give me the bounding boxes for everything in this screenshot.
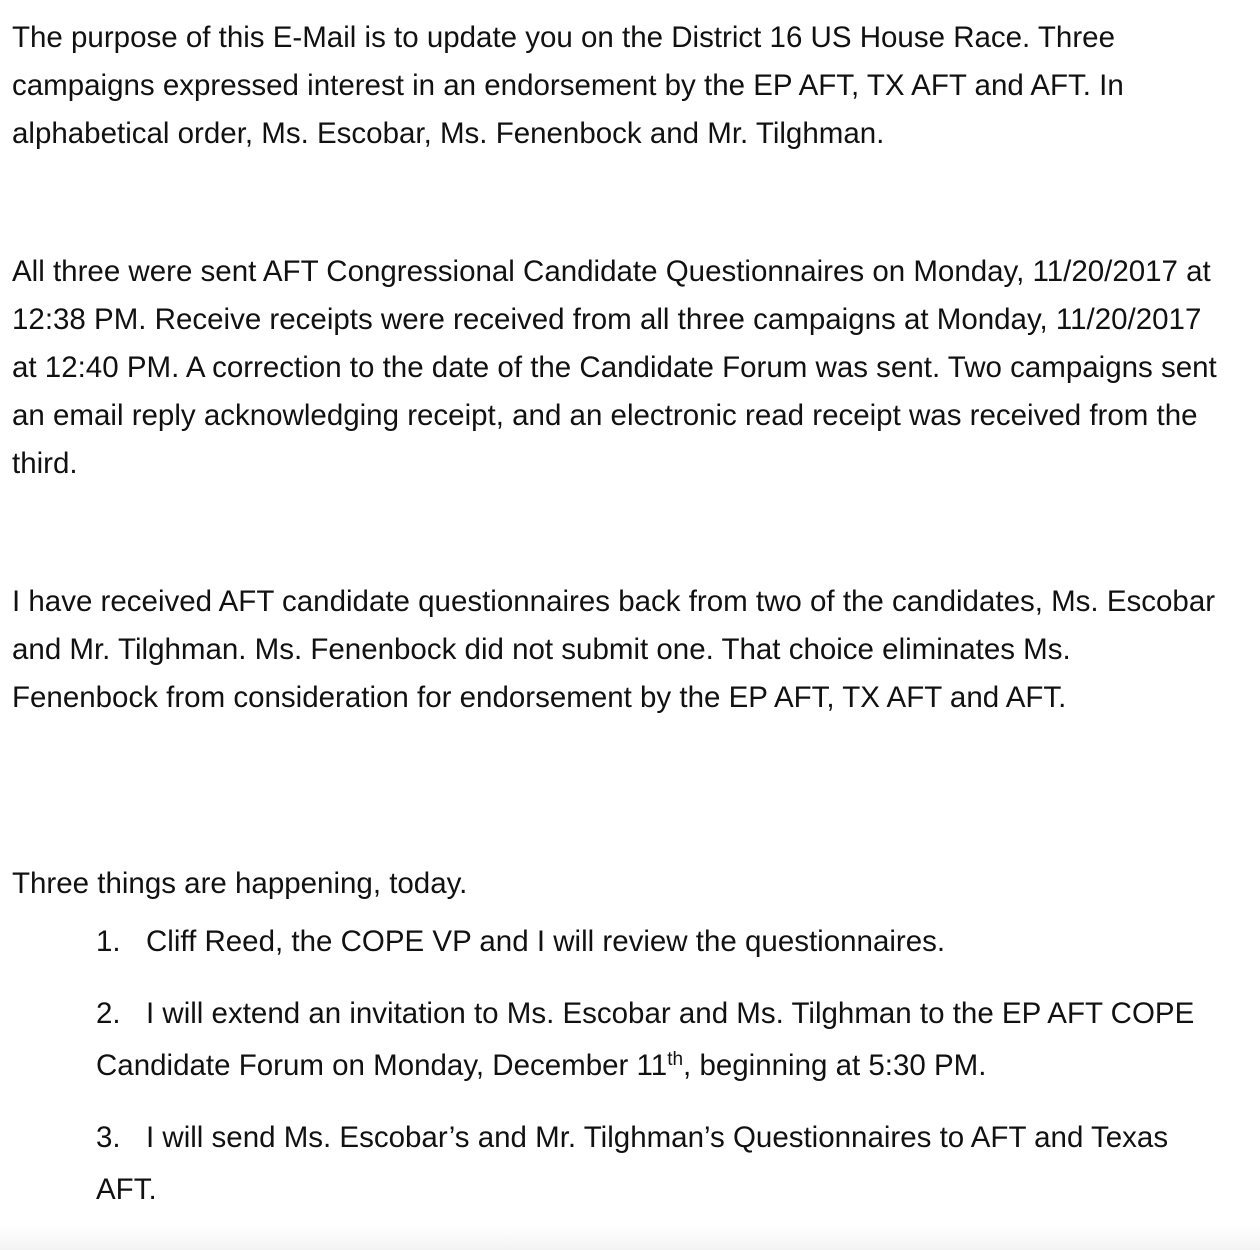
bottom-edge-shadow [0, 1226, 1260, 1250]
today-intro-paragraph: Three things are happening, today. [12, 867, 468, 900]
list-item-text-before: I will extend an invitation to Ms. Escobar and Ms. Tilghman to the EP AFT COPE Candidate Forum on Monday, December 11 [96, 997, 1195, 1082]
list-number: 3. [96, 1121, 121, 1154]
questionnaire-received-paragraph: I have received AFT candidate questionnaires back from two of the candidates, Ms. Escobar and Mr. Tilghman. Ms. Fenenbock did not submit one. That choice eliminates Ms. Fenenbock from consideration for endorsement by the EP AFT, TX AFT and AFT. [12, 585, 1216, 714]
today-action-list [96, 916, 1206, 1216]
list-item-text: I will send Ms. Escobar’s and Mr. Tilghman’s Questionnaires to AFT and Texas AFT. [96, 1121, 1169, 1206]
intro-paragraph: The purpose of this E-Mail is to update you on the District 16 US House Race. Three campaigns expressed interest in an endorsement by the EP AFT, TX AFT and AFT. In alphabetical order, Ms. Escobar, Ms. Fenenbock and Mr. Tilghman. [12, 21, 1124, 150]
list-item [96, 916, 1206, 968]
list-item-text: Cliff Reed, the COPE VP and I will review the questionnaires. [146, 925, 946, 958]
list-item [96, 1112, 1206, 1216]
list-number: 2. [96, 997, 121, 1030]
list-item-text-after: , beginning at 5:30 PM. [683, 1049, 987, 1082]
list-number: 1. [96, 925, 121, 958]
list-item [96, 988, 1206, 1092]
questionnaire-status-paragraph: All three were sent AFT Congressional Candidate Questionnaires on Monday, 11/20/2017 at 12:38 PM. Receive receipts were received from all three campaigns at Monday, 11/20/2017 at 12:40 PM. A correction to the date of the Candidate Forum was sent. Two campaigns sent an email reply acknowledging receipt, and an electronic read receipt was received from the third. [12, 255, 1217, 480]
date-ordinal-superscript: th [667, 1049, 684, 1070]
